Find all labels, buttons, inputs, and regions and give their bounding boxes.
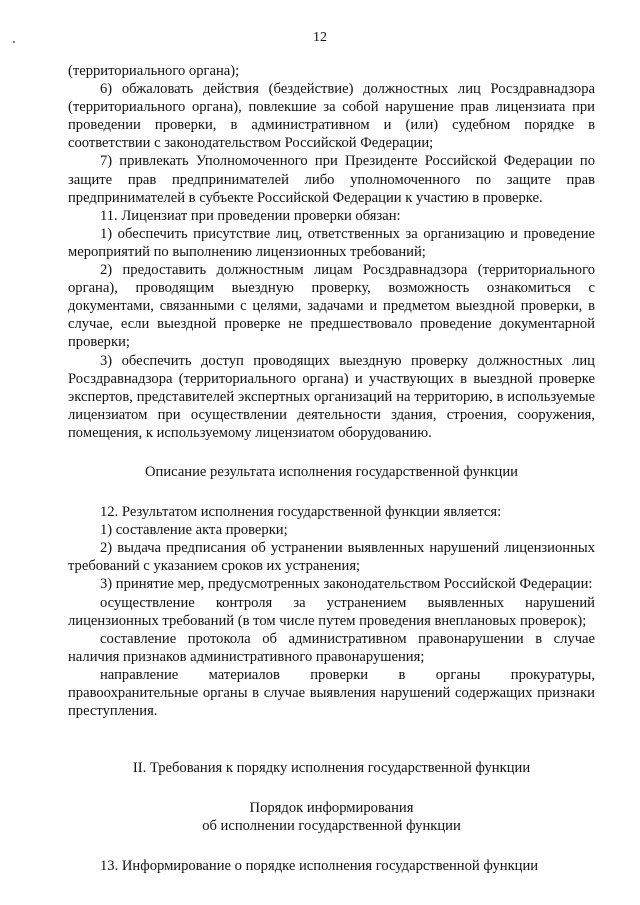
paragraph-12: 12. Результатом исполнения государственной функции является: — [100, 504, 502, 521]
paragraph-11-item-1: 1) обеспечить присутствие лиц, ответственных за организацию и проведение мероприятий по выполнению лицензионных требований; — [68, 225, 595, 260]
subheading-line-1: Порядок информирования — [249, 800, 414, 817]
paragraph-12-item-1: 1) составление акта проверки; — [100, 522, 288, 539]
paragraph-12-item-2: 2) выдача предписания об устранении выявленных нарушений лицензионных требований с указанием сроков их устранения; — [68, 540, 595, 575]
paragraph-12-sub-2: составление протокола об административном правонарушении в случае наличия признаков административного правонарушения; — [68, 630, 595, 665]
subheading-line-2: об исполнении государственной функции — [202, 818, 461, 835]
section-heading: II. Требования к порядку исполнения государственной функции — [132, 760, 531, 777]
paragraph-12-sub-1: осуществление контроля за устранением выявленных нарушений лицензионных требований (в том числе путем проведения внеплановых проверок); — [68, 594, 595, 629]
paragraph-12-sub-3: направление материалов проверки в органы прокуратуры, правоохранительные органы в случае выявления нарушений содержащих признаки преступления. — [68, 666, 595, 720]
paragraph-11-item-2: 2) предоставить должностным лицам Росздравнадзора (территориального органа), проводящим выездную проверку, возможность ознакомиться с документами, связанными с целями, задачами и предметом выездной проверки, в случае, если выездной проверке не предшествовало проведение документарной проверки; — [68, 262, 595, 351]
document-body — [68, 62, 595, 876]
paragraph-13: 13. Информирование о порядке исполнения государственной функции — [100, 858, 539, 875]
page-number: 12 — [313, 30, 327, 45]
paragraph-continuation: (территориального органа); — [68, 63, 240, 79]
paragraph-11: 11. Лицензиат при проведении проверки обязан: — [100, 207, 401, 224]
paragraph-item-6: 6) обжаловать действия (бездействие) должностных лиц Росздравнадзора (территориального органа), повлекшие за собой нарушение прав лицензиата при проведении проверки, в административном и (или) судебном порядке в соответствии с законодательством Российской Федерации; — [68, 81, 595, 152]
heading-result: Описание результата исполнения государственной функции — [145, 463, 518, 480]
paragraph-item-7: 7) привлекать Уполномоченного при Президенте Российской Федерации по защите прав предпринимателей либо уполномоченного по защите прав предпринимателей в субъекте Российской Федерации к участию в проверке. — [68, 153, 595, 206]
paragraph-12-item-3: 3) принятие мер, предусмотренных законодательством Российской Федерации: — [100, 576, 593, 593]
paragraph-11-item-3: 3) обеспечить доступ проводящих выездную проверку должностных лиц Росздравнадзора (территориального органа) и участвующих в выездной проверке экспертов, представителей экспертных организаций на территорию, в используемые лицензиатом при осуществлении деятельности здания, строения, сооружения, помещения, к используемому лицензиатом оборудованию. — [68, 352, 595, 441]
